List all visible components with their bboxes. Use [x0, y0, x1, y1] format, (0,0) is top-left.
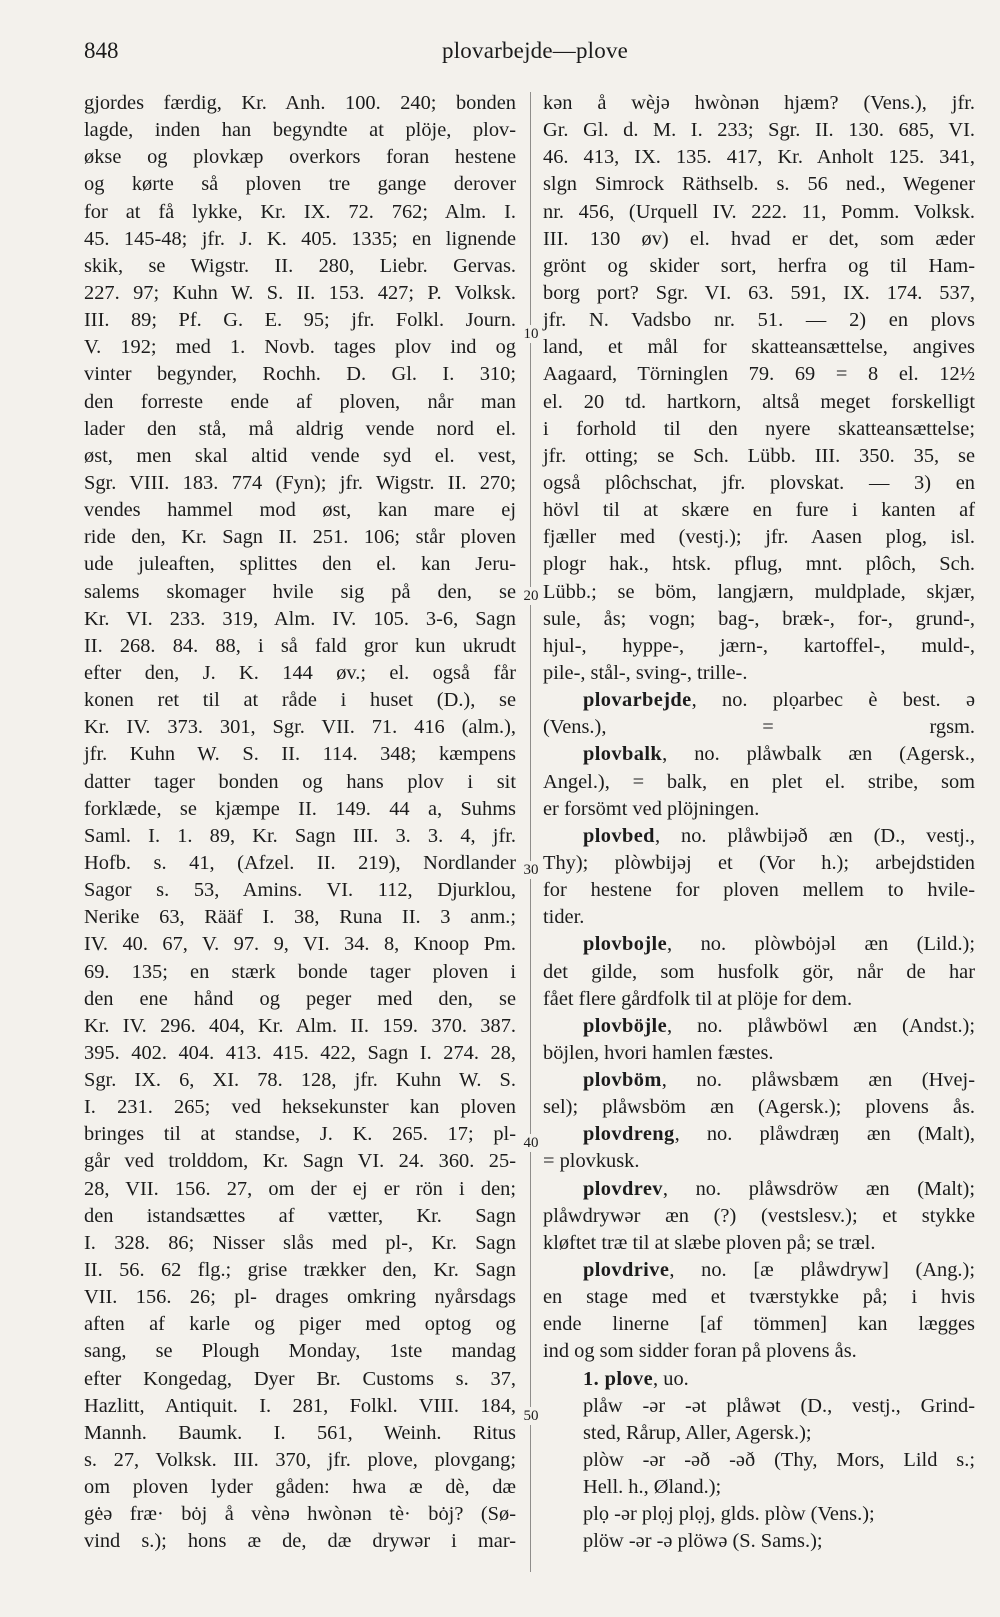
text-line: = plovkusk. — [543, 1150, 640, 1173]
text-line: forklæde, se kjæmpe II. 149. 44 a, Suhms — [84, 797, 516, 820]
text-line: I. 231. 265; ved heksekunster kan ploven — [84, 1096, 516, 1119]
text-line: tider. — [543, 906, 585, 929]
text-line: aften af karle og piger med optog og — [84, 1313, 516, 1336]
headword: plovdreng — [583, 1123, 675, 1146]
entry-line: plòw -ər -əð -əð (Thy, Mors, Lild s.; — [583, 1449, 975, 1472]
text-line: gjordes færdig, Kr. Anh. 100. 240; bonden — [84, 92, 516, 114]
text-line: Kr. IV. 373. 301, Sgr. VII. 71. 416 (alm.), — [84, 716, 516, 739]
text-line: Sagor s. 53, Amins. VI. 112, Djurklou, — [84, 879, 516, 902]
entry-text: , no. plåwböwl æn (Andst.); — [667, 1014, 975, 1037]
text-line: VII. 156. 26; pl- drages omkring nyårsdags — [84, 1286, 516, 1309]
text-line: og kørte så ploven tre gange derover — [84, 173, 516, 196]
text-line: gėə fræ· bȯj å vènə hwònən tè· bȯj? (Sø- — [84, 1503, 516, 1526]
text-line: Angel.), = balk, en plet el. stribe, som — [543, 770, 975, 793]
text-line: Kr. VI. 233. 319, Alm. IV. 105. 3-6, Sagn — [84, 607, 516, 630]
text-line: konen ret til at råde i huset (D.), se — [84, 689, 516, 712]
text-line: Mannh. Baumk. I. 561, Weinh. Ritus — [84, 1421, 516, 1444]
text-line: Aagaard, Törninglen 79. 69 = 8 el. 12½ — [543, 363, 975, 386]
text-line: vendes hammel mod øst, kan mare ej — [84, 499, 516, 522]
entry-text: , no. plåwdræŋ æn (Malt), — [674, 1123, 975, 1146]
text-line: kløftet træ til at slæbe ploven på; se træl. — [543, 1231, 876, 1254]
headword: plovbojle — [583, 933, 668, 956]
headword: plovdrev — [583, 1177, 663, 1200]
entry-line: plöw -ər -ə plöwə (S. Sams.); — [583, 1530, 823, 1553]
entry-line — [543, 1121, 975, 1148]
text-line: II. 56. 62 flg.; grise trækker den, Kr. Sagn — [84, 1259, 516, 1282]
entry-line — [543, 931, 975, 958]
text-line: en stage med et tværstykke på; i hvis — [543, 1286, 975, 1309]
text-line: plåwdrywər æn (?) (vestslesv.); et stykke — [543, 1204, 975, 1227]
headword: plovbalk — [583, 743, 663, 766]
text-line: jfr. N. Vadsbo nr. 51. — 2) en plovs — [543, 309, 975, 332]
text-line: datter tager bonden og hans plov i sit — [84, 770, 516, 793]
text-line: fået flere gårdfolk til at plöje for dem. — [543, 987, 853, 1010]
text-line: Sgr. IX. 6, XI. 78. 128, jfr. Kuhn W. S. — [84, 1069, 516, 1092]
text-line: lagde, inden han begyndte at plöje, plov- — [84, 119, 516, 142]
page-number: 848 — [84, 38, 119, 63]
right-column — [543, 90, 975, 1556]
text-line: Nerike 63, Rääf I. 38, Runa II. 3 anm.; — [84, 906, 516, 929]
text-line: (Vens.), = rgsm. — [543, 716, 975, 739]
margin-line-number: 50 — [519, 1407, 543, 1425]
text-line: ende linerne [af tömmen] kan lægges — [543, 1313, 975, 1336]
text-line: nr. 456, (Urquell IV. 222. 11, Pomm. Volksk. — [543, 200, 975, 223]
text-line: plogr hak., htsk. pflug, mnt. plôch, Sch. — [543, 553, 975, 576]
text-line: for hestene for ploven mellem to hvile- — [543, 879, 975, 902]
text-line: pile-, stål-, sving-, trille-. — [543, 661, 748, 684]
text-line: hövl til at skære en fure i kanten af — [543, 499, 975, 522]
text-line: den forreste ende af ploven, når man — [84, 390, 516, 413]
text-line: 69. 135; en stærk bonde tager ploven i — [84, 960, 516, 983]
text-line: jfr. otting; se Sch. Lübb. III. 350. 35, se — [543, 444, 975, 467]
text-line: land, et mål for skatteansættelse, angives — [543, 336, 975, 359]
text-line: skik, se Wigstr. II. 280, Liebr. Gervas. — [84, 254, 516, 277]
text-line: fjæller med (vestj.); jfr. Aasen plog, isl. — [543, 526, 975, 549]
headword: plovarbejde — [583, 689, 692, 712]
entry-text: , no. plåwbalk æn (Agersk., — [662, 743, 975, 766]
text-line: går ved trolddom, Kr. Sagn VI. 24. 360. 25- — [84, 1150, 516, 1173]
margin-line-number: 30 — [519, 861, 543, 879]
text-line: borg port? Sgr. VI. 63. 591, IX. 174. 537, — [543, 281, 975, 304]
text-line: også plôchschat, jfr. plovskat. — 3) en — [543, 471, 975, 494]
text-line: grönt og skider sort, herfra og til Ham- — [543, 254, 975, 277]
text-line: vind s.); hons æ de, dæ drywər i mar- — [84, 1530, 516, 1553]
left-column — [84, 90, 516, 1556]
text-line: 227. 97; Kuhn W. S. II. 153. 427; P. Volksk. — [84, 281, 516, 304]
text-line: hjul-, hyppe-, jærn-, kartoffel-, muld-, — [543, 634, 975, 657]
text-line: slgn Simrock Räthselb. s. 56 ned., Wegener — [543, 173, 975, 196]
text-line: 45. 145-48; jfr. J. K. 405. 1335; en lignende — [84, 227, 516, 250]
entry-line: Hell. h., Øland.); — [583, 1476, 722, 1499]
text-line: vinter begynder, Rochh. D. Gl. I. 310; — [84, 363, 516, 386]
text-line: salems skomager hvile sig på den, se — [84, 580, 516, 603]
entry-text: , no. plọarbec è best. ə — [691, 689, 975, 712]
text-line: ude juleaften, splittes den el. kan Jeru- — [84, 553, 516, 576]
text-line: Kr. IV. 296. 404, Kr. Alm. II. 159. 370. 387. — [84, 1014, 516, 1037]
text-line: bringes til at standse, J. K. 265. 17; pl- — [84, 1123, 516, 1146]
entry-line — [543, 1013, 975, 1040]
text-line: kən å wè̜jə hwònən hjæm? (Vens.), jfr. — [543, 92, 975, 114]
text-line: IV. 40. 67, V. 97. 9, VI. 34. 8, Knoop Pm. — [84, 933, 516, 956]
headword: plovböm — [583, 1069, 662, 1092]
text-line: efter den, J. K. 144 øv.; el. også får — [84, 661, 516, 684]
text-line: III. 89; Pf. G. E. 95; jfr. Folkl. Journ. — [84, 309, 516, 332]
text-line: 46. 413, IX. 135. 417, Kr. Anholt 125. 341, — [543, 146, 975, 169]
entry-line — [543, 741, 975, 768]
text-line: lader den stå, må aldrig vende nord el. — [84, 417, 516, 440]
text-line: Lübb.; se böm, langjærn, muldplade, skjær, — [543, 580, 975, 603]
text-line: V. 192; med 1. Novb. tages plov ind og — [84, 336, 516, 359]
text-line: ride den, Kr. Sagn II. 251. 106; står ploven — [84, 526, 516, 549]
entry-text: , uo. — [653, 1367, 689, 1390]
text-line: 395. 402. 404. 413. 415. 422, Sagn I. 274. 28, — [84, 1041, 516, 1064]
text-line: efter Kongedag, Dyer Br. Customs s. 37, — [84, 1367, 516, 1390]
entry-text: , no. [æ plåwdryw] (Ang.); — [669, 1259, 975, 1282]
page-header — [84, 38, 972, 72]
entry-text: , no. plòwbȯjəl æn (Lild.); — [667, 933, 975, 956]
entry-line — [543, 823, 975, 850]
text-line: den ene hånd og peger med den, se — [84, 987, 516, 1010]
margin-line-number: 40 — [519, 1134, 543, 1152]
entry-line — [543, 1257, 975, 1284]
entry-line: plåw -ər -ət plåwət (D., vestj., Grind- — [583, 1394, 975, 1417]
entry-text: , no. plåwsdröw æn (Malt); — [662, 1177, 975, 1200]
entry-line: plọ -ər plọj plọj, glds. plòw (Vens.); — [583, 1503, 875, 1526]
text-line: Gr. Gl. d. M. I. 233; Sgr. II. 130. 685, VI. — [543, 119, 975, 142]
text-line: sel); plåwsböm æn (Agersk.); plovens ås. — [543, 1096, 975, 1119]
text-line: böjlen, hvori hamlen fæstes. — [543, 1041, 774, 1064]
text-line: i forhold til den nyere skatteansættelse; — [543, 417, 975, 440]
entry-text: , no. plåwsbæm æn (Hvej- — [661, 1069, 975, 1092]
headword: 1. plove — [583, 1367, 654, 1390]
text-line: el. 20 td. hartkorn, altså meget forskelligt — [543, 390, 975, 413]
entry-line — [543, 1067, 975, 1094]
entry-text: , no. plåwbijəð æn (D., vestj., — [654, 824, 975, 847]
text-line: sule, ås; vogn; bag-, bræk-, for-, grund-, — [543, 607, 975, 630]
text-line: 28, VII. 156. 27, om der ej er rön i den; — [84, 1177, 516, 1200]
text-line: Thy); plòwbijəj et (Vor h.); arbejdstiden — [543, 851, 975, 874]
text-line: Hofb. s. 41, (Afzel. II. 219), Nordlander — [84, 851, 516, 874]
entry-line — [543, 1366, 975, 1393]
text-line: sang, se Plough Monday, 1ste mandag — [84, 1340, 516, 1363]
running-title: plovarbejde—plove — [442, 38, 629, 63]
text-line: jfr. Kuhn W. S. II. 114. 348; kæmpens — [84, 743, 516, 766]
text-line: det gilde, som husfolk gör, når de har — [543, 960, 975, 983]
text-line: III. 130 øv) el. hvad er det, som æder — [543, 227, 975, 250]
column-divider — [530, 92, 531, 1572]
entry-line: sted, Rårup, Aller, Agersk.); — [583, 1421, 812, 1444]
text-line: om ploven lyder gåden: hwa æ dè, dæ — [84, 1476, 516, 1499]
text-line: II. 268. 84. 88, i så fald gror kun ukrudt — [84, 634, 516, 657]
text-line: øst, men skal altid vende syd el. vest, — [84, 444, 516, 467]
text-line: I. 328. 86; Nisser slås med pl-, Kr. Sagn — [84, 1231, 516, 1254]
text-line: ind og som sidder foran på plovens ås. — [543, 1340, 857, 1363]
text-line: er forsömt ved plöjningen. — [543, 797, 760, 820]
text-line: Saml. I. 1. 89, Kr. Sagn III. 3. 3. 4, jfr. — [84, 824, 516, 847]
headword: plovböjle — [583, 1014, 668, 1037]
text-line: for at få lykke, Kr. IX. 72. 762; Alm. I. — [84, 200, 516, 223]
text-line: Hazlitt, Antiquit. I. 281, Folkl. VIII. 184, — [84, 1394, 516, 1417]
entry-line — [543, 1176, 975, 1203]
text-line: s. 27, Volksk. III. 370, jfr. plove, plovgang; — [84, 1449, 516, 1472]
text-line: økse og plovkæp overkors foran hestene — [84, 146, 516, 169]
text-line: Sgr. VIII. 183. 774 (Fyn); jfr. Wigstr. II. 270; — [84, 471, 516, 494]
text-line: den istandsættes af vætter, Kr. Sagn — [84, 1204, 516, 1227]
headword: plovbed — [583, 824, 655, 847]
margin-line-number: 20 — [519, 587, 543, 605]
entry-line — [543, 687, 975, 714]
headword: plovdrive — [583, 1259, 670, 1282]
margin-line-number: 10 — [519, 325, 543, 343]
